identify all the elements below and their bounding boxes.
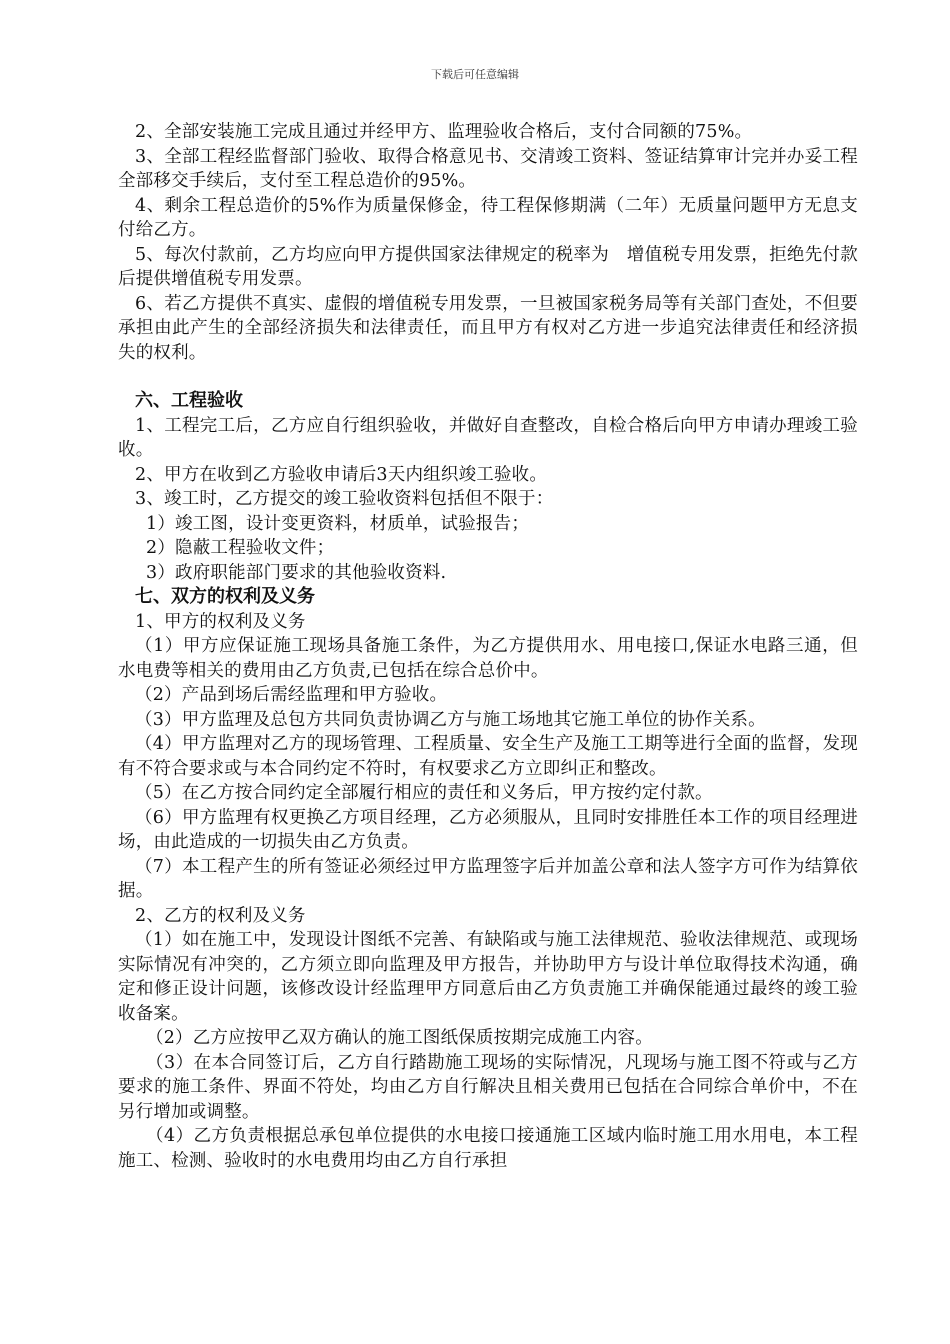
payment-item-2: 2、全部安装施工完成且通过并经甲方、监理验收合格后，支付合同额的75%。: [135, 122, 753, 142]
section-heading-acceptance: 六、工程验收: [135, 390, 243, 411]
payment-item-4: 4、剩余工程总造价的5%作为质量保修金，待工程保修期满（二年）无质量问题甲方无息支付给乙方。: [118, 195, 858, 240]
acceptance-subitem-3: 3）政府职能部门要求的其他验收资料.: [146, 562, 447, 583]
document-body: [118, 120, 858, 1173]
party-b-item-3: （3）在本合同签订后，乙方自行踏勘施工现场的实际情况，凡现场与施工图不符或与乙方要求的施工条件、界面不符处，均由乙方自行解决且相关费用已包括在合同综合单价中，不在另行增加或调整。: [118, 1052, 858, 1122]
party-a-item-7: （7）本工程产生的所有签证必须经过甲方监理签字后并加盖公章和法人签字方可作为结算依据。: [118, 856, 858, 901]
party-a-item-5: （5）在乙方按合同约定全部履行相应的责任和义务后，甲方按约定付款。: [135, 783, 713, 803]
party-b-item-2: （2）乙方应按甲乙双方确认的施工图纸保质按期完成施工内容。: [146, 1028, 653, 1048]
payment-item-3: 3、全部工程经监督部门验收、取得合格意见书、交清竣工资料、签证结算审计完并办妥工程全部移交手续后，支付至工程总造价的95%。: [118, 146, 858, 191]
party-b-title: 2、乙方的权利及义务: [135, 905, 306, 926]
payment-item-6: 6、若乙方提供不真实、虚假的增值税专用发票，一旦被国家税务局等有关部门查处，不但要承担由此产生的全部经济损失和法律责任，而且甲方有权对乙方进一步追究法律责任和经济损失的权利。: [118, 293, 858, 363]
party-b-item-1: （1）如在施工中，发现设计图纸不完善、有缺陷或与施工法律规范、验收法律规范、或现场实际情况有冲突的，乙方须立即向监理及甲方报告，并协助甲方与设计单位取得技术沟通，确定和修正设计问题，该修改设计经监理甲方同意后由乙方负责施工并确保能通过最终的竣工验收备案。: [118, 930, 858, 1024]
party-a-item-4: （4）甲方监理对乙方的现场管理、工程质量、安全生产及施工工期等进行全面的监督，发现有不符合要求或与本合同约定不符时，有权要求乙方立即纠正和整改。: [118, 734, 858, 779]
acceptance-item-2: 2、甲方在收到乙方验收申请后3天内组织竣工验收。: [135, 464, 548, 485]
party-a-item-3: （3）甲方监理及总包方共同负责协调乙方与施工场地其它施工单位的协作关系。: [135, 709, 766, 730]
section-heading-rights: 七、双方的权利及义务: [135, 586, 315, 607]
party-a-title: 1、甲方的权利及义务: [135, 611, 306, 632]
party-a-item-2: （2）产品到场后需经监理和甲方验收。: [135, 685, 448, 705]
acceptance-item-1: 1、工程完工后，乙方应自行组织验收，并做好自查整改，自检合格后向甲方申请办理竣工验收。: [118, 415, 858, 460]
payment-item-5: 5、每次付款前，乙方均应向甲方提供国家法律规定的税率为 增值税专用发票，拒绝先付款后提供增值税专用发票。: [118, 244, 858, 289]
page-header: 下载后可任意编辑: [431, 68, 519, 81]
acceptance-subitem-1: 1）竣工图，设计变更资料，材质单，试验报告；: [146, 513, 530, 534]
party-b-item-4: （4）乙方负责根据总承包单位提供的水电接口接通施工区域内临时施工用水用电，本工程施工、检测、验收时的水电费用均由乙方自行承担: [118, 1126, 858, 1171]
acceptance-subitem-2: 2）隐蔽工程验收文件；: [146, 538, 335, 558]
party-a-item-1: （1）甲方应保证施工现场具备施工条件，为乙方提供用水、用电接口,保证水电路三通，但水电费等相关的费用由乙方负责,已包括在综合总价中。: [118, 636, 858, 681]
party-a-item-6: （6）甲方监理有权更换乙方项目经理，乙方必须服从，且同时安排胜任本工作的项目经理进场，由此造成的一切损失由乙方负责。: [118, 807, 858, 852]
acceptance-item-3: 3、竣工时，乙方提交的竣工验收资料包括但不限于：: [135, 489, 554, 509]
